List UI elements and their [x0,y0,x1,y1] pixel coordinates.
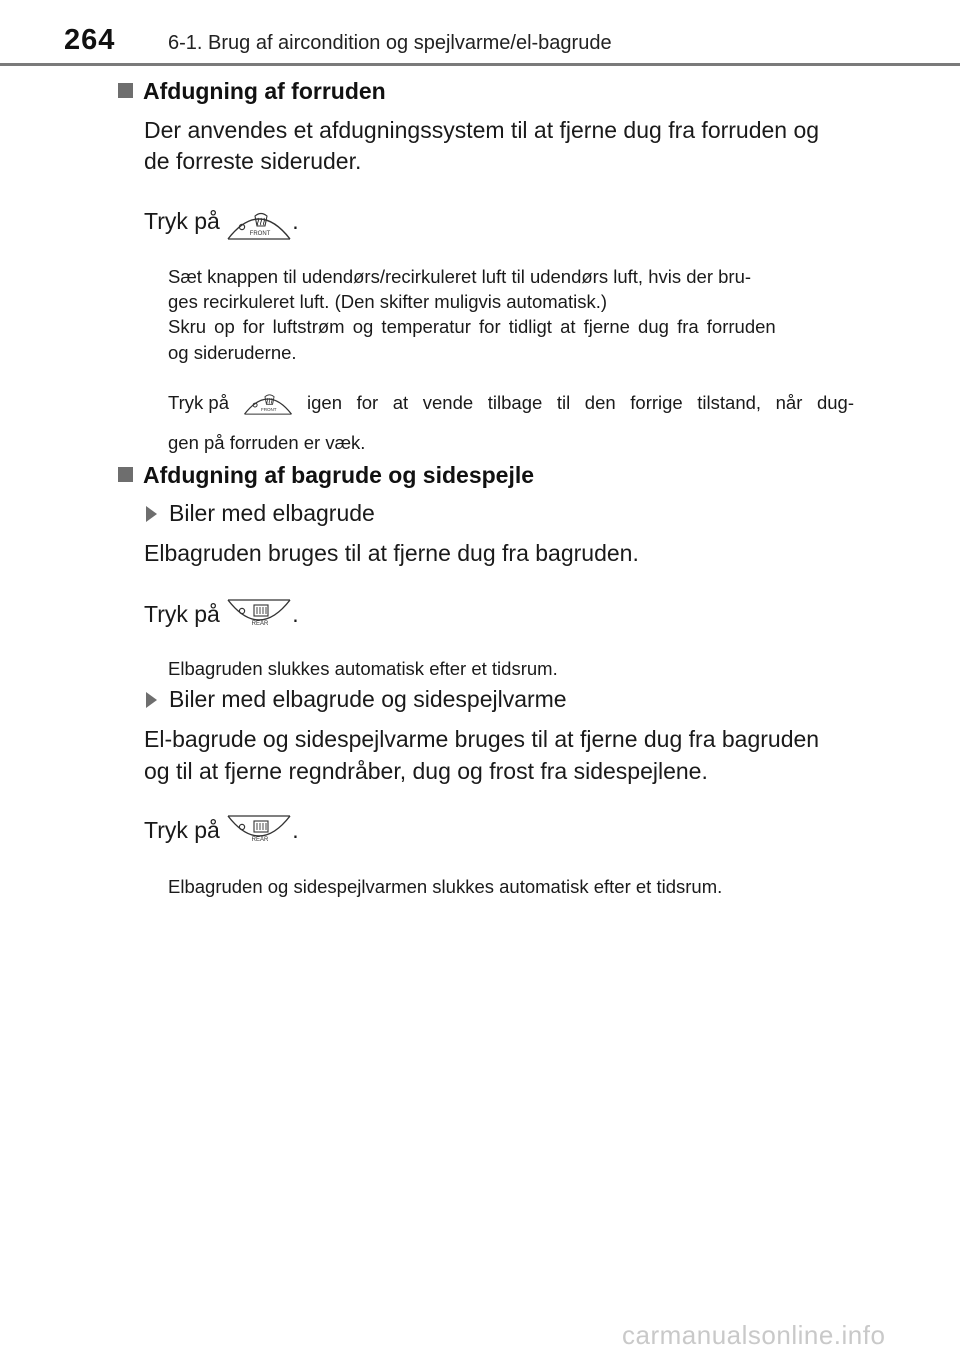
rear-defogger-button-icon[interactable] [226,598,292,634]
triangle-bullet-icon [146,692,157,708]
note-line: Elbagruden og sidespejlvarmen slukkes automatisk efter et tidsrum. [168,876,723,897]
press-suffix: . [292,817,299,844]
press-label: Tryk på [144,601,220,628]
note-prefix: Tryk på [168,391,229,413]
section-bullet-icon [118,83,133,98]
press-label: Tryk på [144,817,220,844]
section-heading-rear [118,462,534,489]
svg-text:FRONT: FRONT [249,231,271,237]
note-line: Sæt knappen til udendørs/recirkuleret luft til udendørs luft, hvis der bru- [168,266,752,287]
header-divider [0,63,960,66]
press-instruction [144,205,299,241]
press-suffix: . [292,601,299,628]
svg-text:REAR: REAR [251,621,269,627]
front-defroster-button-icon[interactable] [243,388,293,416]
subsection-label: Biler med elbagrude og sidespejlvarme [169,686,567,712]
front-defroster-button-icon[interactable] [226,205,292,241]
note-line: gen på forruden er væk. [168,432,366,453]
paragraph-line: Elbagruden bruges til at fjerne dug fra bagruden. [144,540,639,566]
rear-defogger-button-icon[interactable] [226,814,292,850]
section-heading-windshield [118,78,386,105]
note-suffix: igen for at vende tilbage til den forrige tilstand, når dug- [307,391,854,413]
chapter-title: 6-1. Brug af aircondition og spejlvarme/el-bagrude [168,32,612,54]
subsection-label: Biler med elbagrude [169,500,375,526]
page-header [0,0,960,70]
triangle-bullet-icon [146,506,157,522]
press-label: Tryk på [144,208,220,235]
svg-text:REAR: REAR [251,837,269,843]
press-instruction [144,598,299,634]
subsection-heading [146,686,567,713]
section-bullet-icon [118,467,133,482]
press-instruction [144,814,299,850]
note-line: Elbagruden slukkes automatisk efter et tidsrum. [168,658,558,679]
svg-text:FRONT: FRONT [260,407,277,413]
paragraph-line: og til at fjerne regndråber, dug og frost fra sidespejlene. [144,758,708,784]
note-line: og sideruderne. [168,342,297,363]
paragraph-line: de forreste sideruder. [144,148,362,174]
paragraph-line: El-bagrude og sidespejlvarme bruges til at fjerne dug fra bagruden [144,726,820,752]
section-heading-text: Afdugning af bagrude og sidespejle [143,462,535,488]
note-line [168,388,854,416]
page-number: 264 [64,24,116,56]
note-line: ges recirkuleret luft. (Den skifter muligvis automatisk.) [168,291,607,312]
section-heading-text: Afdugning af forruden [143,78,386,104]
subsection-heading [146,500,375,527]
note-line: Skru op for luftstrøm og temperatur for tidligt at fjerne dug fra forruden [168,316,776,337]
site-watermark: carmanualsonline.info [622,1320,886,1350]
paragraph-line: Der anvendes et afdugningssystem til at fjerne dug fra forruden og [144,117,820,143]
press-suffix: . [292,208,299,235]
